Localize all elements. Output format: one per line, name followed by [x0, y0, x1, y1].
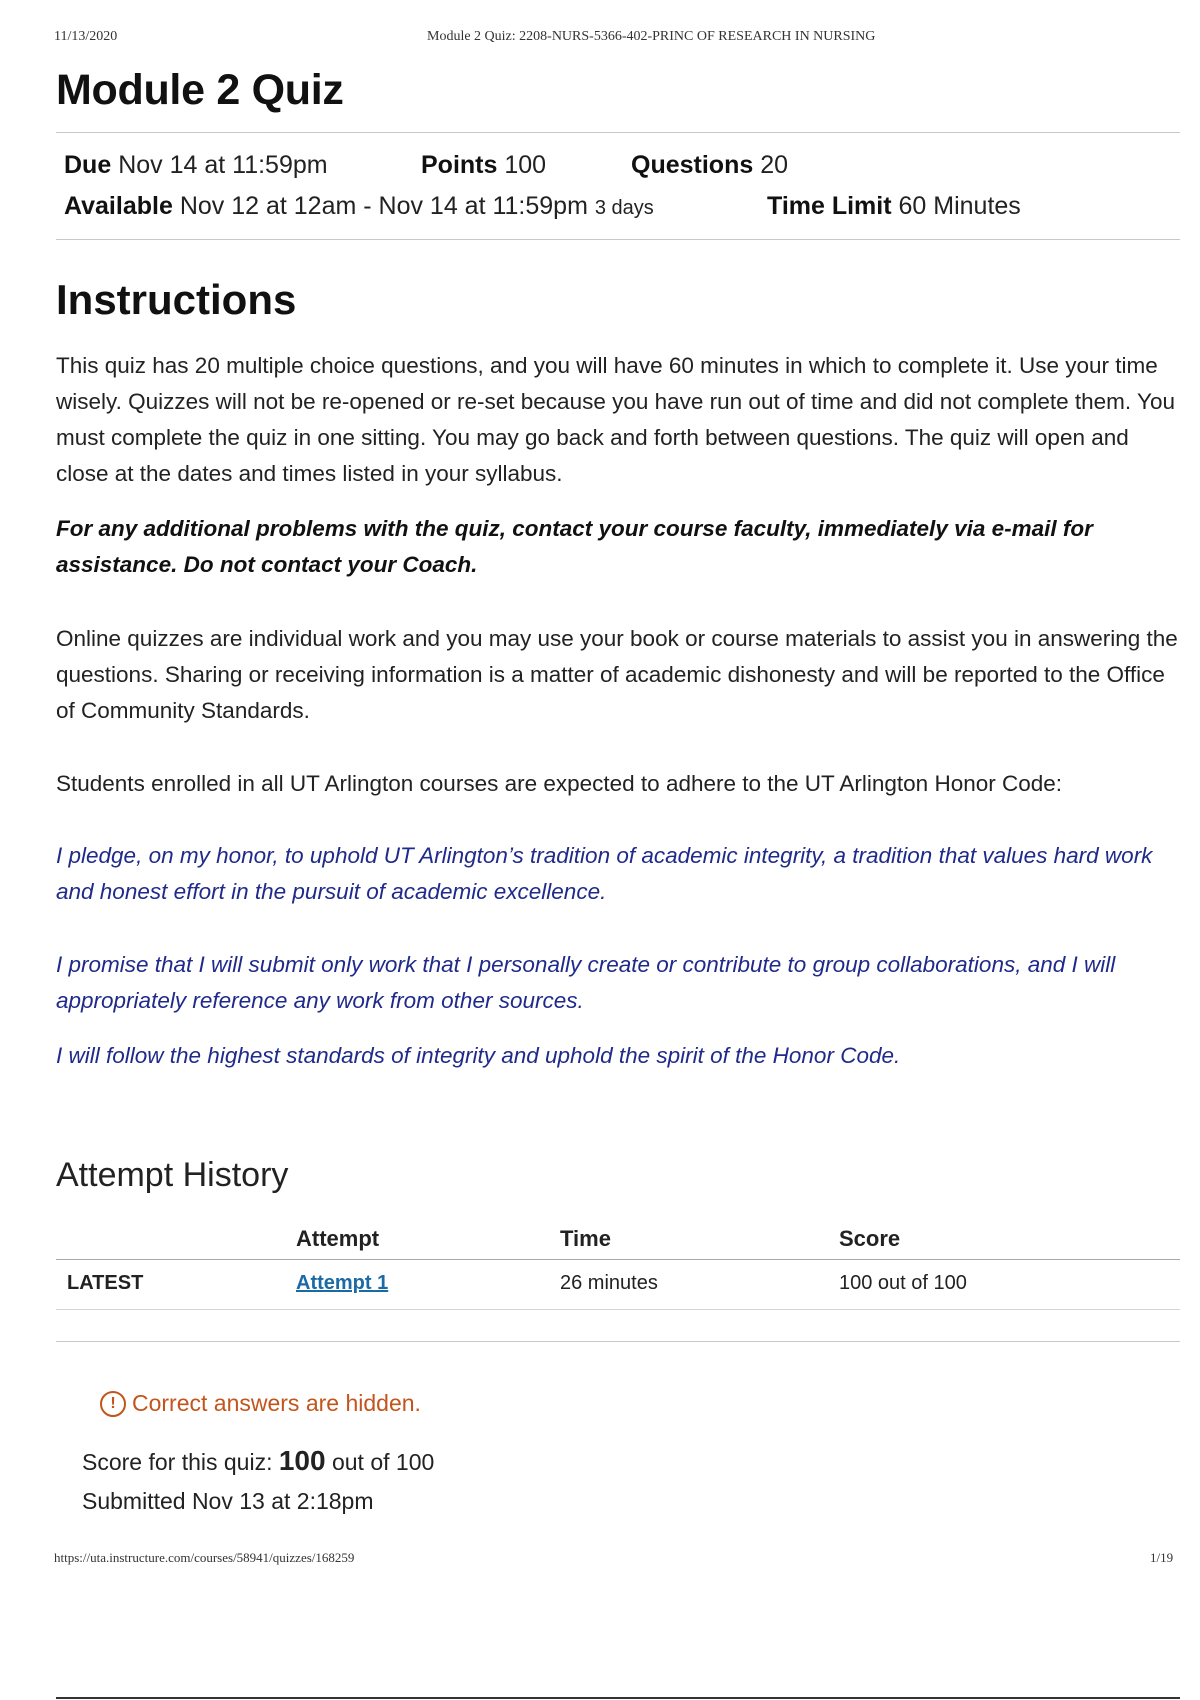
divider: [56, 1341, 1180, 1342]
attempt-1-link[interactable]: Attempt 1: [296, 1272, 389, 1294]
honor-pledge-1: I pledge, on my honor, to uphold UT Arlington’s tradition of academic integrity, a tradition that values hard work and honest effort in the pursuit of academic excellence.: [56, 843, 1153, 904]
available-duration: 3 days: [594, 197, 654, 219]
questions-label: Questions: [631, 151, 754, 179]
points-label: Points: [421, 151, 498, 179]
column-header-time: Time: [560, 1226, 611, 1251]
warning-icon: !: [100, 1391, 126, 1417]
page-bottom-edge: [56, 1697, 1180, 1699]
questions-value: 20: [760, 151, 789, 179]
attempt-score: 100 out of 100: [839, 1272, 967, 1294]
honor-pledge-3: I will follow the highest standards of integrity and uphold the spirit of the Honor Code.: [56, 1043, 901, 1068]
instructions-integrity-paragraph: Online quizzes are individual work and you may use your book or course materials to assist you in answering the questions. Sharing or receiving information is a matter of academic dishonesty and will be reported to the Office of Community Standards.: [56, 626, 1178, 723]
instructions-honor-code-intro: Students enrolled in all UT Arlington courses are expected to adhere to the UT Arlington Honor Code:: [56, 771, 1063, 796]
score-suffix: out of 100: [331, 1449, 435, 1475]
due-value: Nov 14 at 11:59pm: [118, 151, 328, 179]
available-value: Nov 12 at 12am - Nov 14 at 11:59pm: [179, 192, 588, 220]
quiz-due: [64, 151, 328, 180]
instructions-heading: Instructions: [56, 276, 297, 323]
quiz-score: [82, 1445, 434, 1477]
hidden-answers-notice: [100, 1390, 421, 1417]
divider: [56, 239, 1180, 240]
print-document-title: Module 2 Quiz: 2208-NURS-5366-402-PRINC OF RESEARCH IN NURSING: [427, 29, 876, 44]
available-label: Available: [64, 192, 173, 220]
quiz-questions: [631, 151, 788, 180]
instructions-paragraph: This quiz has 20 multiple choice questions, and you will have 60 minutes in which to complete it. Use your time wisely. Quizzes will not be re-opened or re-set because you have run out of time and did not complete them. You must complete the quiz in one sitting. You may go back and forth between questions. The quiz will open and close at the dates and times listed in your syllabus.: [56, 353, 1175, 486]
attempt-history-heading: Attempt History: [56, 1156, 289, 1194]
score-value: 100: [278, 1445, 326, 1476]
page-number: 1/19: [1150, 1550, 1174, 1565]
divider: [56, 132, 1180, 133]
page-title: Module 2 Quiz: [56, 66, 344, 114]
table-header-divider: [56, 1259, 1180, 1260]
print-date: 11/13/2020: [54, 29, 118, 44]
attempt-time: 26 minutes: [560, 1272, 658, 1294]
quiz-available: [64, 192, 654, 221]
points-value: 100: [504, 151, 547, 179]
time-limit-label: Time Limit: [767, 192, 892, 220]
attempt-status: LATEST: [67, 1272, 144, 1294]
quiz-time-limit: [767, 192, 1021, 221]
score-prefix: Score for this quiz:: [82, 1449, 273, 1475]
quiz-points: [421, 151, 546, 180]
table-row-divider: [56, 1309, 1180, 1310]
time-limit-value: 60 Minutes: [898, 192, 1021, 220]
due-label: Due: [64, 151, 112, 179]
column-header-attempt: Attempt: [296, 1226, 380, 1251]
hidden-answers-text: Correct answers are hidden.: [132, 1390, 421, 1416]
honor-pledge-2: I promise that I will submit only work that I personally create or contribute to group collaborations, and I will appropriately reference any work from other sources.: [56, 952, 1116, 1013]
print-url: https://uta.instructure.com/courses/58941/quizzes/168259: [54, 1550, 355, 1565]
submitted-date: Submitted Nov 13 at 2:18pm: [82, 1488, 374, 1514]
column-header-score: Score: [839, 1226, 901, 1251]
instructions-faculty-contact: For any additional problems with the quiz, contact your course faculty, immediately via e-mail for assistance. Do not contact your Coach.: [56, 516, 1093, 577]
